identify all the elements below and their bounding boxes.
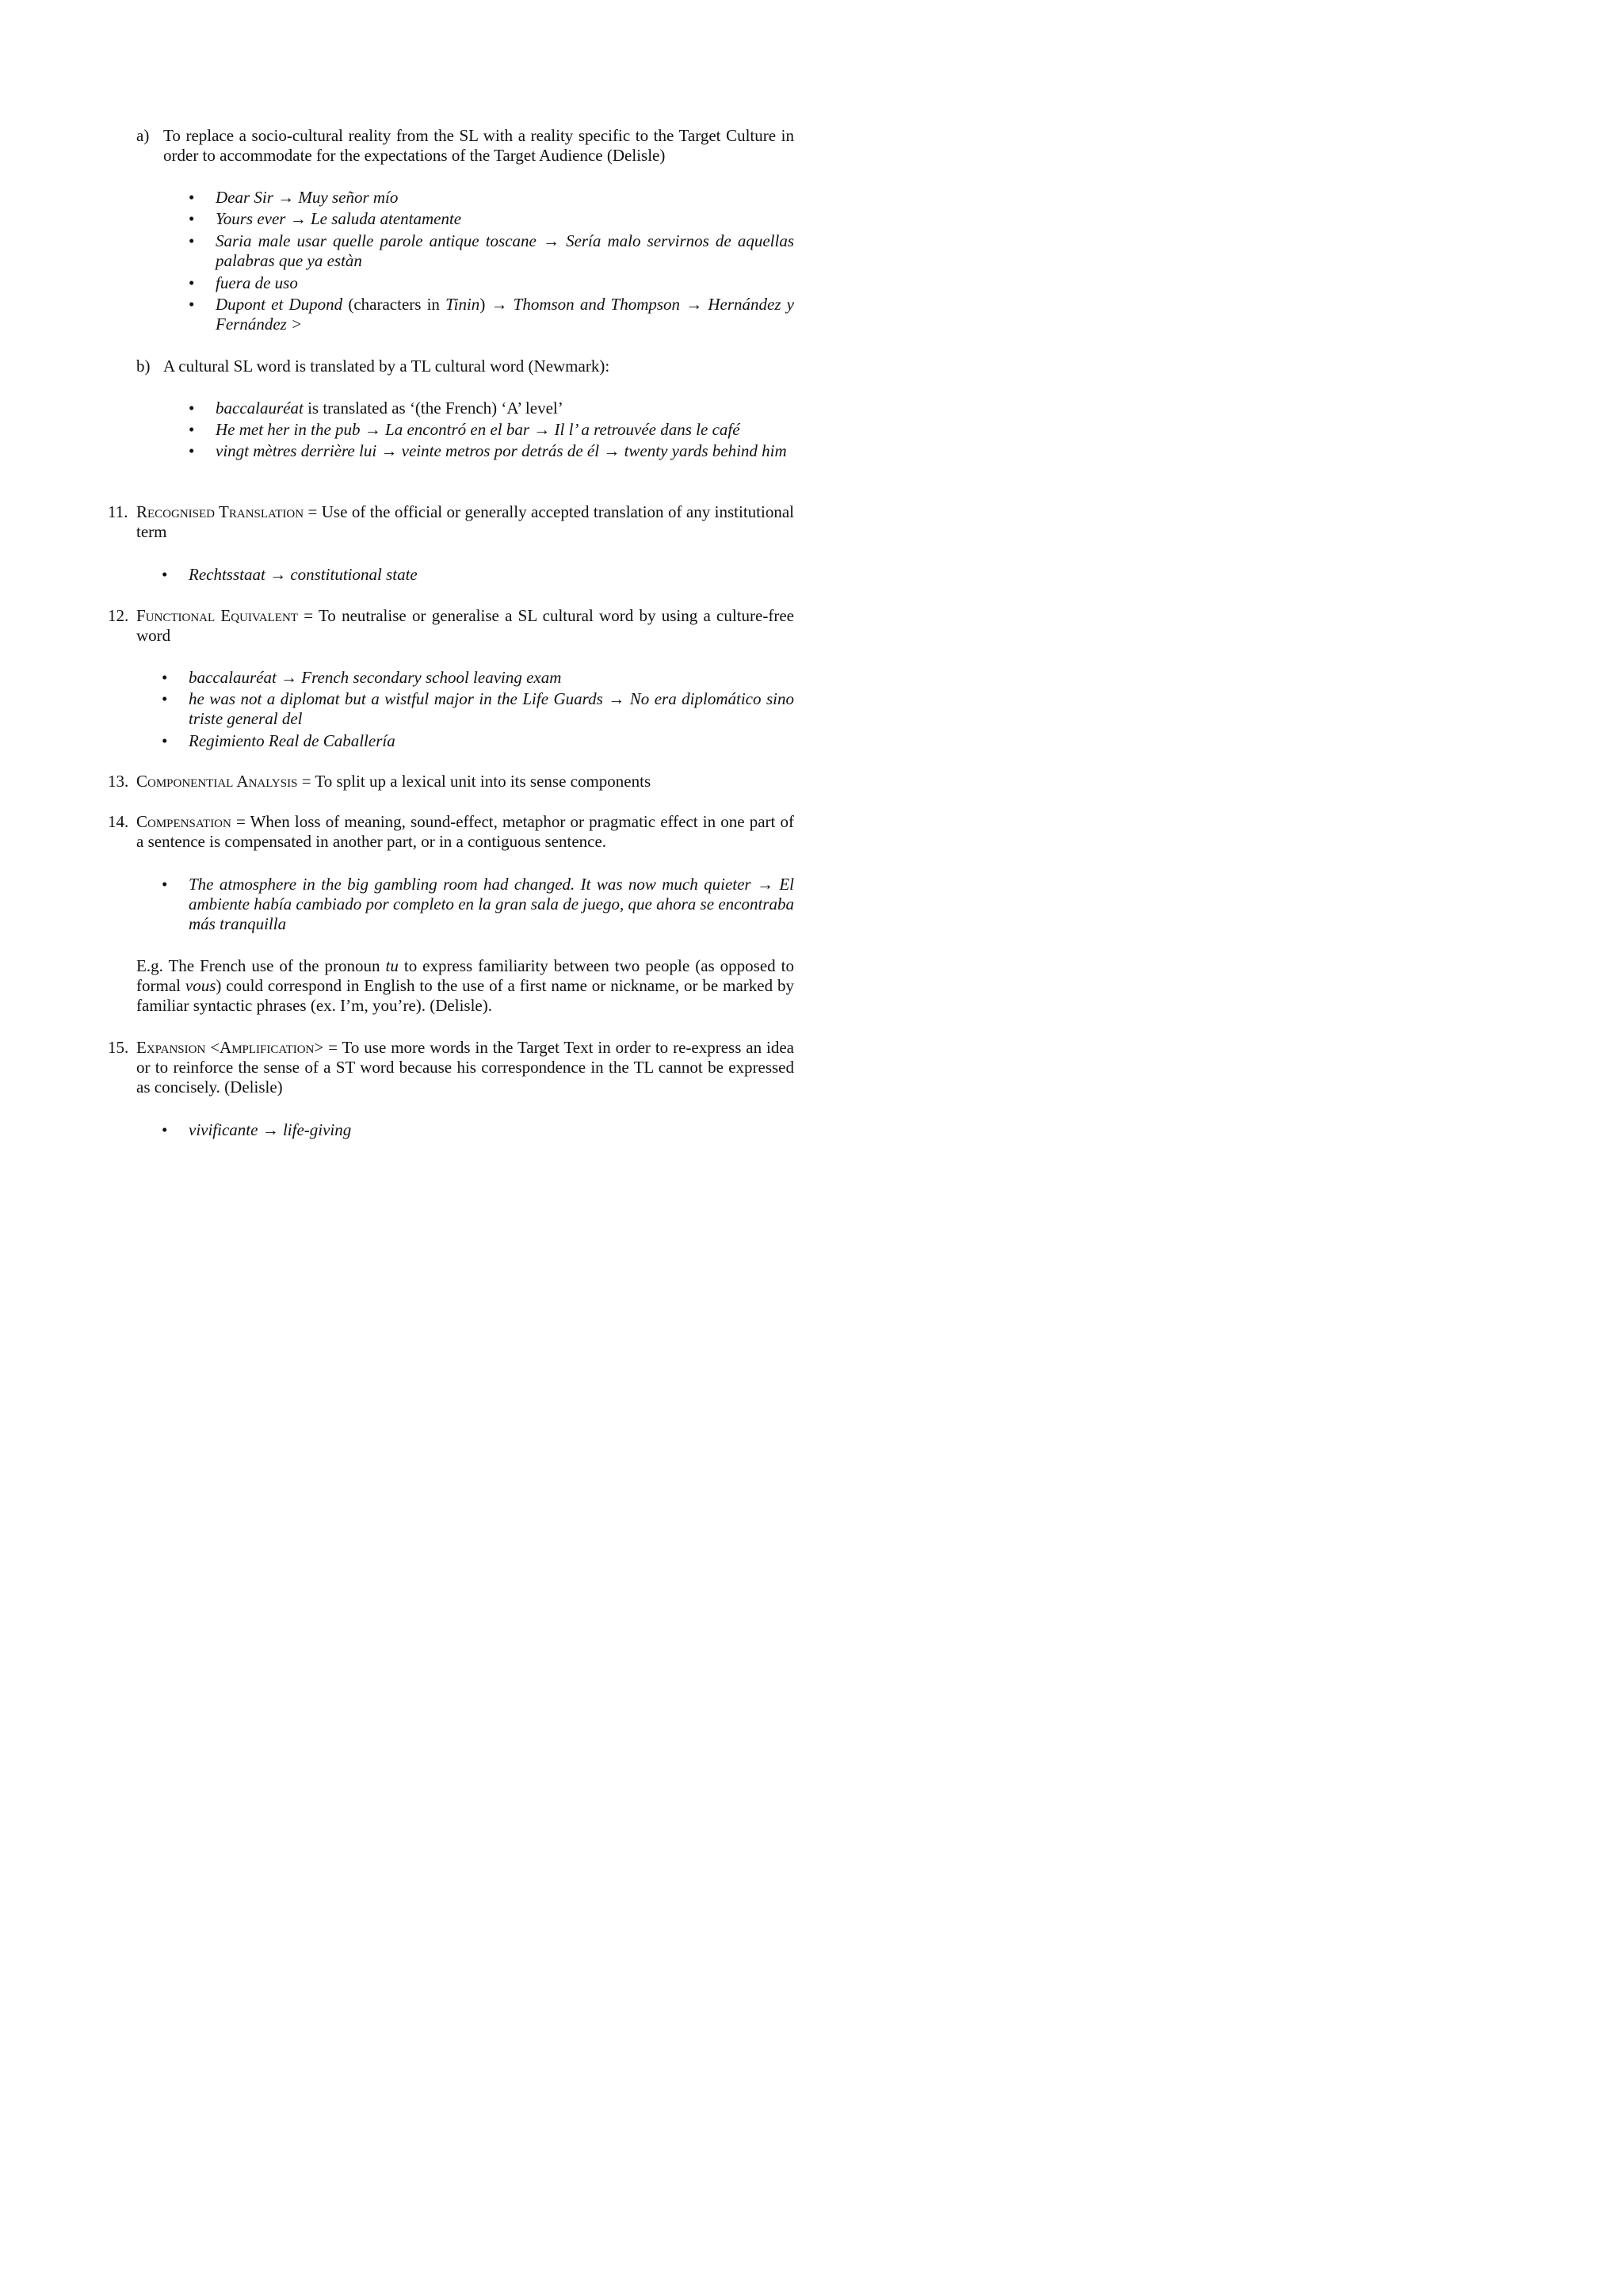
item-b-text: A cultural SL word is translated by a TL cultural word (Newmark): bbox=[163, 357, 610, 376]
bullet-icon: • bbox=[189, 295, 195, 314]
bullet-icon: • bbox=[162, 875, 168, 894]
bullet-icon: • bbox=[189, 231, 195, 250]
section-12-number: 12. bbox=[108, 606, 129, 625]
section-11-text: = Use of the official or generally accepted translation of any institutional term bbox=[136, 502, 794, 541]
bullet-item: • He met her in the pub → La encontró en el bar → Il l’ a retrouvée dans le café bbox=[189, 420, 740, 439]
section-15-text: = To use more words in the Target Text in order to re-express an idea or to reinforce the sense of a ST word because his correspondence in the TL cannot be expressed as concisely. (Delisle) bbox=[136, 1038, 794, 1097]
item-b bbox=[136, 357, 794, 376]
bullet-icon: • bbox=[162, 689, 168, 708]
section-15 bbox=[108, 1038, 794, 1097]
example-paragraph: E.g. The French use of the pronoun tu to express familiarity between two people (as opposed to formal vous) could correspond in English to the use of a first name or nickname, or be marked by familiar syntactic phrases (ex. I’m, you’re). (Delisle). bbox=[136, 956, 795, 1015]
section-14-term: Compensation bbox=[136, 812, 231, 831]
bullet-icon: • bbox=[189, 209, 195, 228]
bullet-icon: • bbox=[162, 565, 168, 584]
bullet-item: • vingt mètres derrière lui → veinte metros por detrás de él → twenty yards behind him bbox=[189, 441, 787, 460]
item-a-text: To replace a socio-cultural reality from the SL with a reality specific to the Target Culture in order to accommodate for the expectations of the Target Audience (Delisle) bbox=[163, 126, 794, 165]
section-13-text: = To split up a lexical unit into its sense components bbox=[297, 772, 651, 791]
bullet-icon: • bbox=[189, 441, 195, 460]
section-11-term: Recognised Translation bbox=[136, 502, 304, 521]
bullet-icon: • bbox=[189, 399, 195, 418]
section-15-number: 15. bbox=[108, 1038, 129, 1057]
section-15-term: Expansion <Amplification> bbox=[136, 1038, 324, 1057]
item-a-label: a) bbox=[136, 126, 150, 145]
bullet-icon: • bbox=[189, 420, 195, 439]
bullet-icon: • bbox=[162, 731, 168, 750]
section-12-text: = To neutralise or generalise a SL cultural word by using a culture-free word bbox=[136, 606, 794, 645]
item-a bbox=[136, 126, 794, 166]
bullet-item: • baccalauréat is translated as ‘(the French) ‘A’ level’ bbox=[189, 399, 563, 418]
section-11 bbox=[108, 502, 794, 542]
bullet-icon: • bbox=[189, 273, 195, 292]
bullet-item: • Dear Sir → Muy señor mío bbox=[189, 188, 399, 207]
bullet-item: • Saria male usar quelle parole antique toscane → Sería malo servirnos de aquellas palabras que ya estàn bbox=[189, 231, 794, 270]
bullet-item: • Regimiento Real de Caballería bbox=[162, 731, 395, 750]
item-b-label: b) bbox=[136, 357, 151, 376]
bullet-item: • Dupont et Dupond (characters in Tinin) → Thomson and Thompson → Hernández y Fernández > bbox=[189, 295, 795, 334]
bullet-icon: • bbox=[162, 1120, 168, 1139]
bullet-item: • fuera de uso bbox=[189, 273, 298, 292]
bullet-item: • Rechtsstaat → constitutional state bbox=[162, 565, 418, 584]
bullet-item: • Yours ever → Le saluda atentamente bbox=[189, 209, 462, 228]
section-14 bbox=[108, 812, 794, 852]
bullet-item: • baccalauréat → French secondary school leaving exam bbox=[162, 668, 562, 687]
document-page bbox=[0, 0, 873, 1234]
section-12-term: Functional Equivalent bbox=[136, 606, 298, 625]
bullet-item: • he was not a diplomat but a wistful major in the Life Guards → No era diplomático sino triste general del bbox=[162, 689, 794, 728]
bullet-icon: • bbox=[189, 188, 195, 207]
section-14-text: = When loss of meaning, sound-effect, metaphor or pragmatic effect in one part of a sentence is compensated in another part, or in a contiguous sentence. bbox=[136, 812, 794, 851]
section-13-term: Componential Analysis bbox=[136, 772, 298, 791]
bullet-item: • vivificante → life-giving bbox=[162, 1120, 352, 1139]
section-13-number: 13. bbox=[108, 772, 129, 791]
section-11-number: 11. bbox=[108, 502, 128, 521]
bullet-item: • The atmosphere in the big gambling room had changed. It was now much quieter → El ambiente había cambiado por completo en la gran sala de juego, que ahora se encontraba más tranquilla bbox=[162, 875, 794, 933]
bullet-icon: • bbox=[162, 668, 168, 687]
section-12 bbox=[108, 606, 794, 646]
section-13 bbox=[108, 772, 794, 791]
section-14-number: 14. bbox=[108, 812, 129, 831]
